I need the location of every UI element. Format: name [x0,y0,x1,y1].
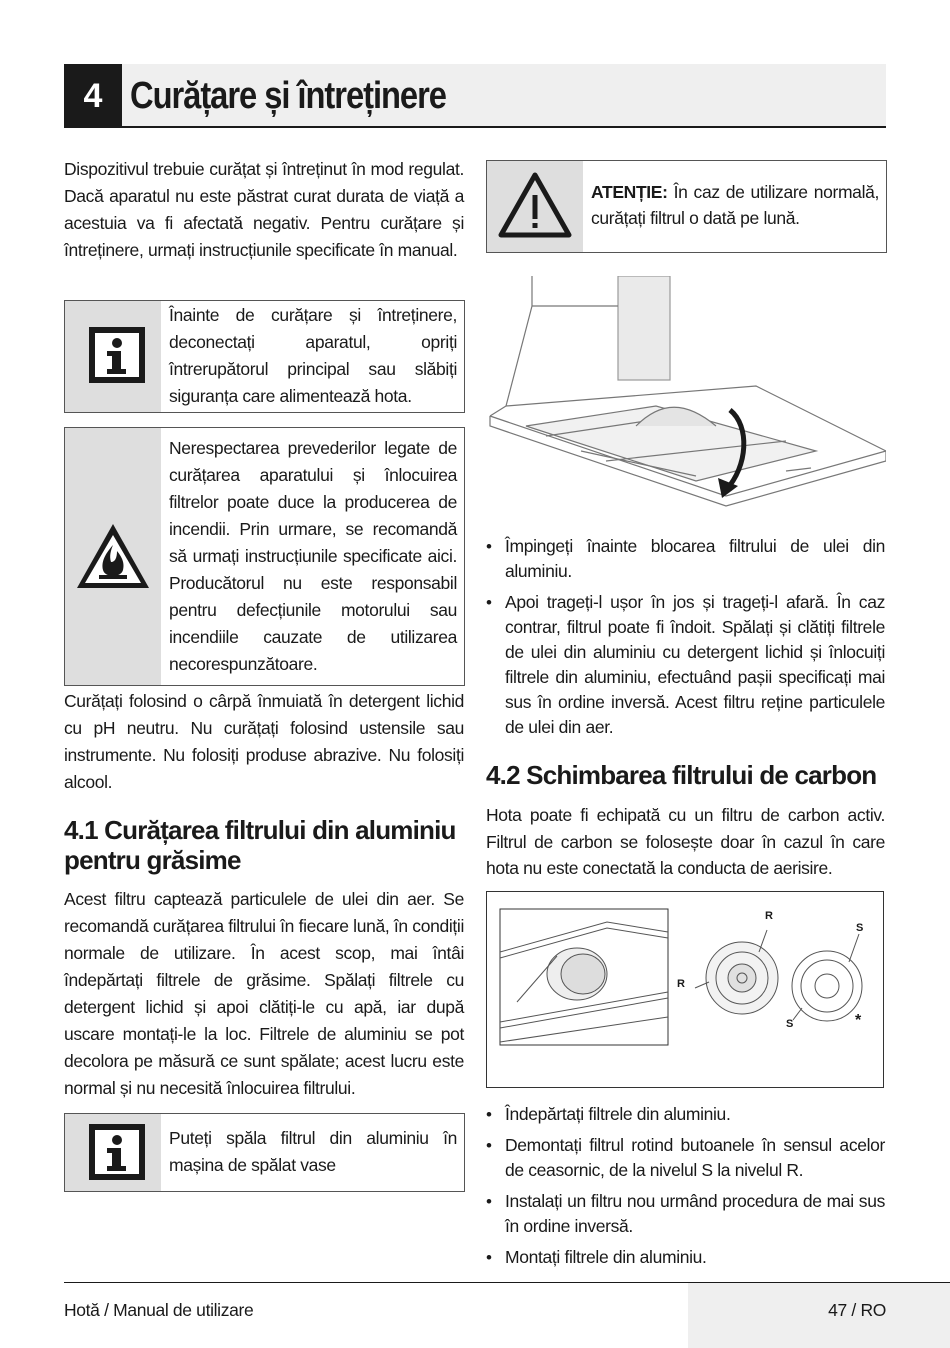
section-4-1-paragraph: Acest filtru captează particulele de ulei din aer. Se recomandă curățarea filtrului în fiecare lună, în condiții normale de utilizare. În acest scop, mai întâi îndepărtați filtrele de grăsime. Spălați filtrele cu detergent lichid și apoi clătiți-le cu apă, iar după uscare montați-le la loc. Filtrele de aluminiu se pot decolora pe măsură ce sunt spălate; acest lucru este normal și nu necesită înlocuirea filtrului. [64,889,464,1098]
info-note-dishwasher-text: Puteți spăla filtrul din aluminiu în mașina de spălat vase [169,1128,457,1175]
attention-note [486,160,887,253]
attention-text [591,179,879,231]
section-4-2-title: 4.2 Schimbarea filtrului de carbon [486,760,877,790]
footer-document-title: Hotă / Manual de utilizare [64,1300,254,1320]
label-s-right: S [856,922,864,934]
list-item: • Apoi trageți-l ușor în jos și trageți-l afară. În caz contrar, filtrul poate fi îndoit. Spălați și clătiți filtrele de ulei din aluminiu cu detergent lichid și înlocuiți filtrele din aluminiu, efectuând pașii specificați mai sus în ordine inversă. Acest filtru reține particulele de ulei din aer. [486,590,885,740]
attention-message: În caz de utilizare normală, curățați filtrul o dată pe lună. [591,182,879,228]
footer-page-number: 47 / RO [828,1300,886,1320]
label-r-top: R [765,910,773,922]
section-4-2-paragraph: Hota poate fi echipată cu un filtru de carbon activ. Filtrul de carbon se folosește doar în cazul în care hota nu este conectată la conducta de aerisire. [486,805,885,878]
intro-paragraph: Dispozitivul trebuie curățat și întreținut în mod regulat. Dacă aparatul nu este păstrat curat durata de viață a acestuia va fi afectată negativ. Pentru curățare și întreținere, urmați instrucțiunile specificate în manual. [64,159,464,260]
fire-warning-text: Nerespectarea prevederilor legate de curățarea aparatului și înlocuirea filtrelor poate duce la producerea de incendii. Prin urmare, se recomandă să urmați instrucțiunile specificate aici. Producătorul nu este responsabil pentru defecțiunile motorului sau incendiile cauzate de utilizarea necorespunzătoare. [169,438,457,674]
info-icon-panel [65,301,161,412]
list-item: • Instalați un filtru nou urmând procedura de mai sus în ordine inversă. [486,1189,885,1239]
label-r-left: R [677,978,685,990]
fire-hazard-icon [65,428,161,683]
warning-icon-panel [487,161,583,252]
list-item: • Demontați filtrul rotind butoanele în sensul acelor de ceasornic, de la nivelul S la nivelul R. [486,1133,885,1183]
fire-warning-note [64,427,465,686]
list-item: • Montați filtrele din aluminiu. [486,1245,885,1270]
header-underline [122,126,886,128]
cleaning-paragraph: Curățați folosind o cârpă înmuiată în detergent lichid cu pH neutru. Nu curățați folosind ustensile sau instrumente. Nu folosiți produse abrazive. Nu folosiți alcool. [64,691,464,792]
info-icon [65,301,161,410]
label-s-bottom: S [786,1018,794,1030]
label-star: * [855,1012,862,1029]
chapter-title: Curățare și întreținere [130,75,446,117]
list-item: • Îndepărtați filtrele din aluminiu. [486,1102,885,1127]
info-icon [65,1114,161,1189]
carbon-filter-drawing [487,892,883,1087]
carbon-filter-steps [486,1102,885,1276]
fire-icon-panel [65,428,161,685]
info-note-dishwasher [64,1113,465,1192]
attention-label: ATENȚIE: [591,182,668,202]
section-4-1-title: 4.1 Curățarea filtrului din aluminiu pentru grăsime [64,815,456,875]
warning-triangle-icon [487,161,583,250]
chapter-number: 4 [64,64,122,128]
info-note-disconnect-text: Înainte de curățare și întreținere, deconectați aparatul, opriți întrerupătorul principal sau slăbiți siguranța care alimentează hota. [169,305,457,406]
info-note-disconnect [64,300,465,413]
carbon-filter-diagram [486,891,884,1088]
filter-removal-steps [486,534,885,746]
info-icon-panel-2 [65,1114,161,1191]
list-item: • Împingeți înainte blocarea filtrului de ulei din aluminiu. [486,534,885,584]
hood-filter-illustration [486,276,886,512]
